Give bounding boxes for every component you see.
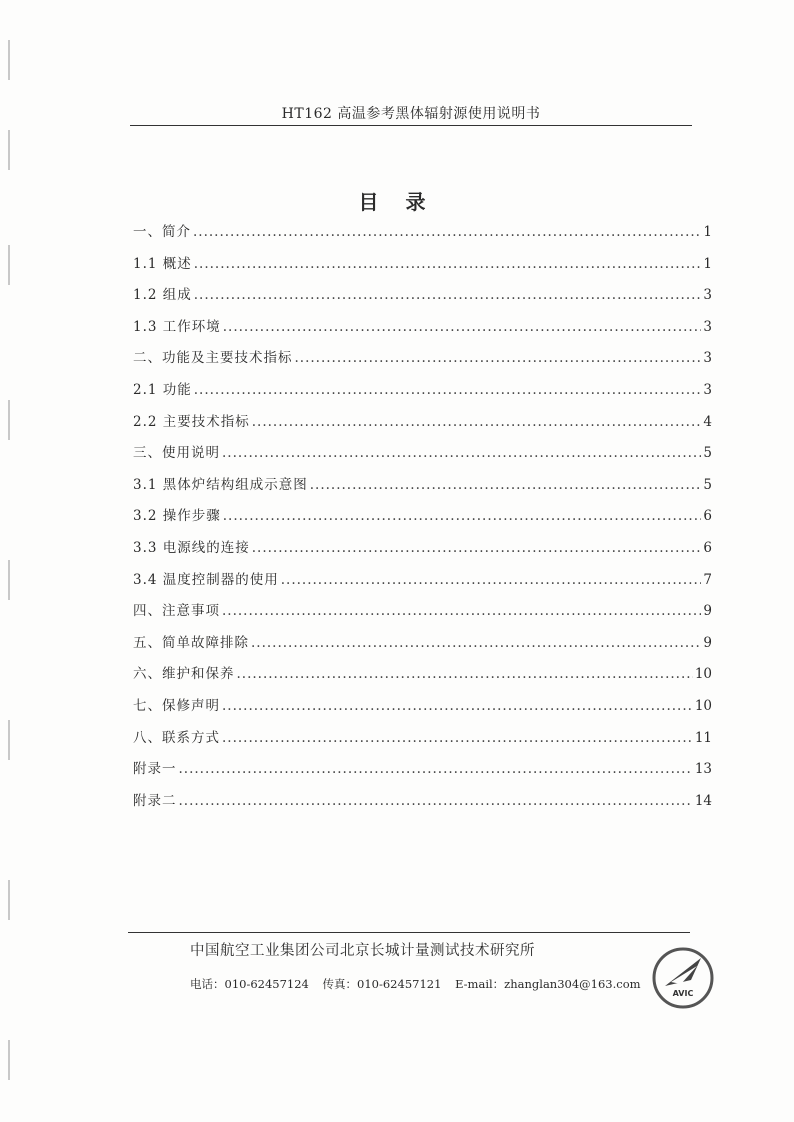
toc-entry-page: 1 [703, 224, 712, 240]
toc-entry-page: 4 [703, 413, 712, 430]
toc-entry[interactable] [133, 315, 712, 347]
toc-leader-dots [281, 572, 702, 588]
toc-entry[interactable] [133, 631, 712, 663]
toc-leader-dots [194, 382, 702, 398]
binding-mark [8, 1040, 10, 1080]
binding-mark [8, 245, 10, 285]
toc-entry-page: 3 [703, 350, 712, 367]
toc-entry-page: 7 [703, 571, 712, 588]
toc-entry[interactable] [133, 757, 712, 789]
toc-entry-page: 13 [694, 761, 712, 778]
running-header: HT162 高温参考黑体辐射源使用说明书 [281, 106, 541, 122]
toc-leader-dots [310, 477, 702, 493]
toc-entry-page: 1 [703, 255, 712, 272]
binding-mark [8, 880, 10, 920]
binding-mark [8, 130, 10, 170]
footer-email: E-mail：zhanglan304@163.com [455, 977, 641, 991]
toc-leader-dots [193, 224, 701, 240]
toc-entry-page: 3 [703, 381, 712, 398]
footer-phone: 电话：010-62457124 [190, 977, 309, 991]
toc-entry-page: 9 [703, 634, 712, 651]
toc-leader-dots [237, 666, 693, 682]
toc-leader-dots [194, 287, 702, 303]
toc-entry-page: 5 [703, 445, 712, 462]
toc-entry[interactable] [133, 346, 712, 378]
toc-entry-page: 9 [703, 603, 712, 620]
toc-entry-label: 1.2 组成 [133, 287, 192, 304]
toc-title: 目 录 [358, 190, 436, 214]
toc-leader-dots [252, 540, 702, 556]
toc-leader-dots [222, 603, 701, 619]
toc-entry-page: 14 [694, 792, 712, 809]
toc-entry-label: 七、保修声明 [133, 697, 220, 714]
toc-entry-page: 5 [703, 476, 712, 493]
toc-leader-dots [295, 350, 702, 366]
toc-leader-dots [222, 730, 693, 746]
toc-leader-dots [223, 508, 702, 524]
toc-entry[interactable] [133, 378, 712, 410]
toc-leader-dots [223, 319, 702, 335]
toc-leader-dots [179, 793, 693, 809]
toc-entry-label: 附录一 [133, 761, 177, 778]
toc-entry[interactable] [133, 536, 712, 568]
toc-entry-label: 五、简单故障排除 [133, 634, 249, 651]
toc-leader-dots [251, 635, 701, 651]
toc-leader-dots [252, 414, 702, 430]
footer-fax: 传真：010-62457121 [322, 977, 442, 991]
toc-entry-page: 10 [694, 666, 712, 683]
toc-entry[interactable] [133, 252, 712, 284]
header-rule [130, 125, 692, 126]
footer-rule [128, 932, 690, 933]
toc-entry-label: 2.1 功能 [133, 381, 192, 398]
table-of-contents [133, 220, 712, 820]
toc-entry[interactable] [133, 283, 712, 315]
toc-entry-label: 附录二 [133, 792, 177, 809]
toc-entry[interactable] [133, 410, 712, 442]
toc-entry[interactable] [133, 220, 712, 252]
toc-entry-page: 3 [703, 287, 712, 304]
avic-logo-icon [651, 946, 715, 1010]
toc-entry-label: 二、功能及主要技术指标 [133, 350, 293, 367]
toc-entry-label: 八、联系方式 [133, 729, 220, 746]
toc-entry-page: 10 [694, 697, 712, 714]
toc-entry[interactable] [133, 599, 712, 631]
toc-entry[interactable] [133, 473, 712, 505]
toc-entry-page: 3 [703, 318, 712, 335]
toc-entry[interactable] [133, 789, 712, 821]
toc-leader-dots [194, 256, 702, 272]
logo-text: AVIC [672, 989, 694, 998]
toc-entry-label: 3.1 黑体炉结构组成示意图 [133, 476, 308, 493]
toc-entry-label: 四、注意事项 [133, 603, 220, 620]
toc-leader-dots [222, 445, 701, 461]
toc-entry-label: 2.2 主要技术指标 [133, 413, 250, 430]
toc-entry-label: 3.3 电源线的连接 [133, 539, 250, 556]
toc-entry-label: 3.2 操作步骤 [133, 508, 221, 525]
toc-entry[interactable] [133, 694, 712, 726]
toc-entry-page: 6 [703, 508, 712, 525]
footer-contact [190, 976, 651, 992]
toc-entry-page: 11 [694, 729, 712, 746]
footer-organization: 中国航空工业集团公司北京长城计量测试技术研究所 [190, 943, 535, 959]
toc-entry-page: 6 [703, 539, 712, 556]
toc-entry[interactable] [133, 504, 712, 536]
toc-entry[interactable] [133, 726, 712, 758]
binding-mark [8, 560, 10, 600]
toc-entry-label: 1.1 概述 [133, 255, 192, 272]
binding-mark [8, 400, 10, 440]
toc-entry-label: 1.3 工作环境 [133, 318, 221, 335]
toc-entry-label: 3.4 温度控制器的使用 [133, 571, 279, 588]
binding-mark [8, 40, 10, 80]
toc-leader-dots [222, 698, 693, 714]
toc-leader-dots [179, 761, 693, 777]
toc-entry-label: 一、简介 [133, 224, 191, 240]
toc-entry[interactable] [133, 662, 712, 694]
toc-entry-label: 六、维护和保养 [133, 666, 235, 683]
toc-entry-label: 三、使用说明 [133, 445, 220, 462]
binding-mark [8, 720, 10, 760]
toc-entry[interactable] [133, 441, 712, 473]
toc-entry[interactable] [133, 568, 712, 600]
